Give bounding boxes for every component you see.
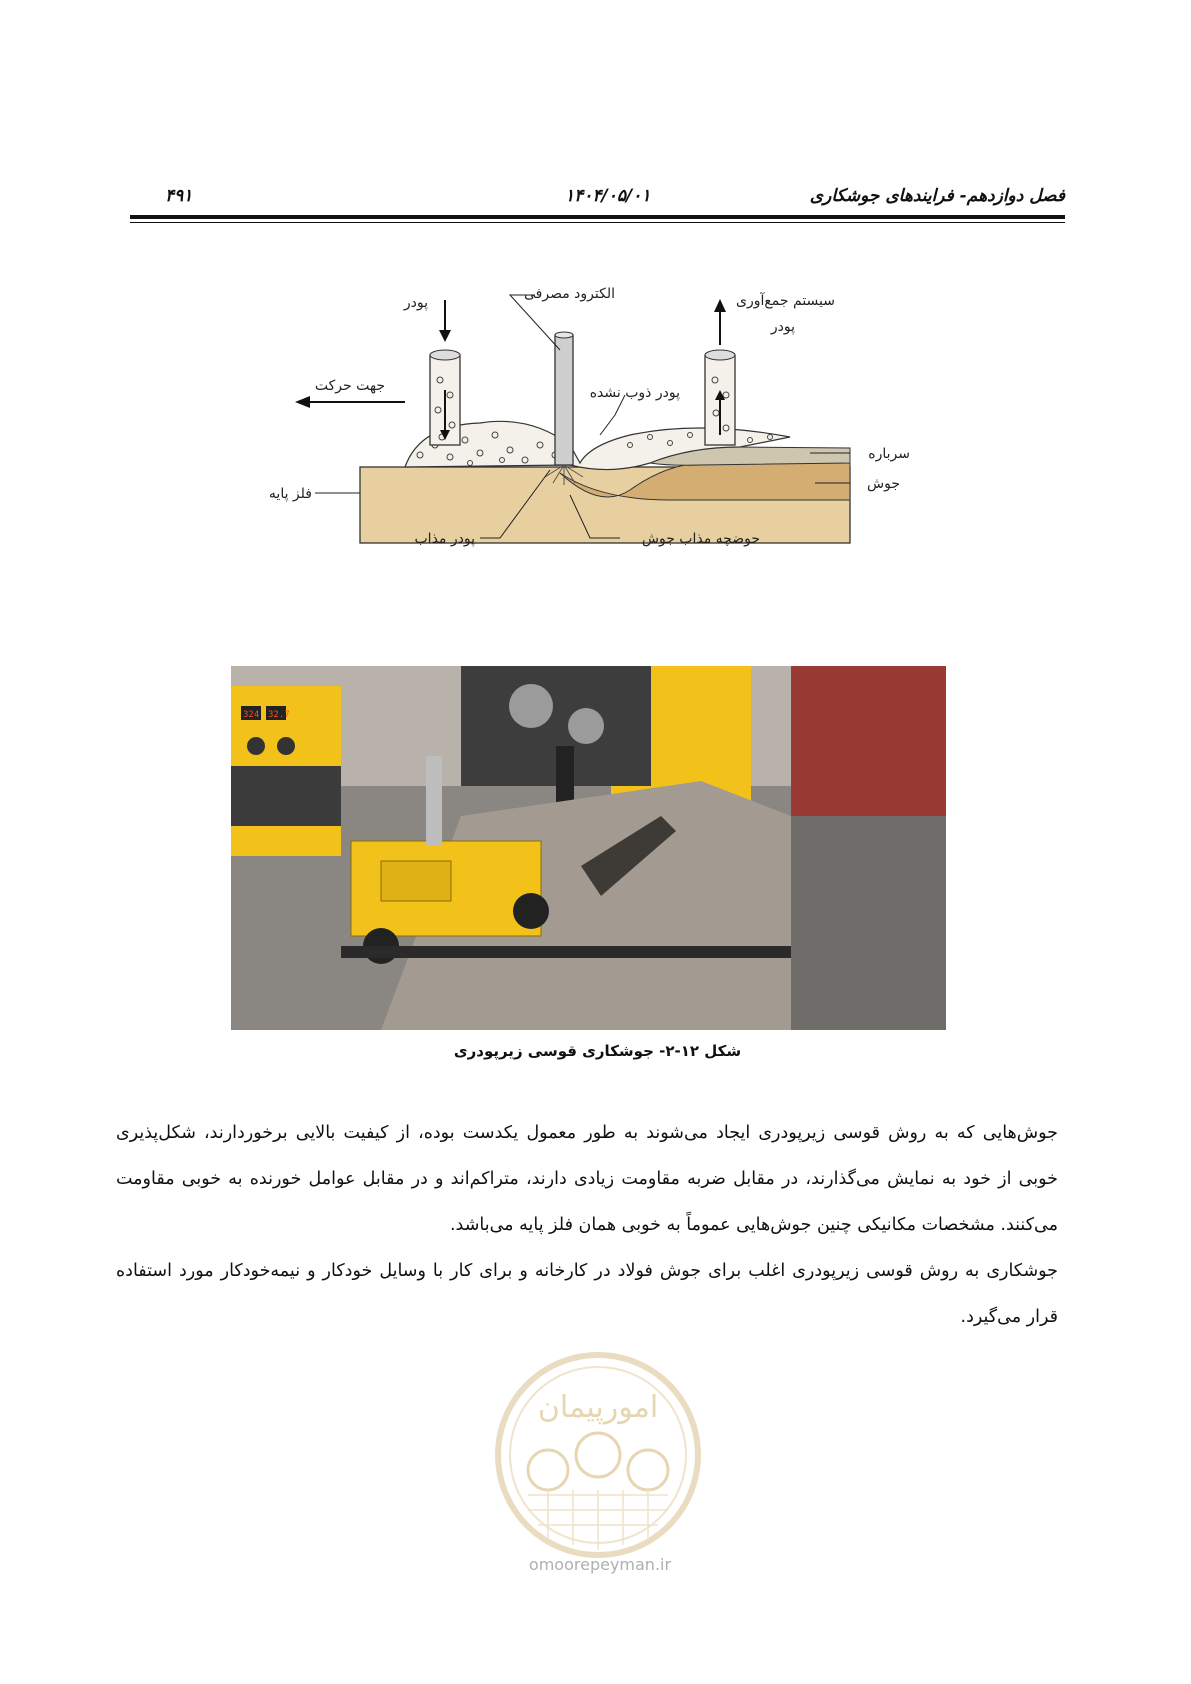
label-collection-1: سیستم جمع‌آوری xyxy=(735,293,835,309)
display-1: 324 xyxy=(243,710,260,720)
electrode xyxy=(555,335,573,465)
label-unmelted-flux: پودر ذوب نشده xyxy=(589,385,680,401)
saw-process-diagram xyxy=(268,286,930,595)
header-rule-thick xyxy=(130,215,1065,219)
page-header xyxy=(130,186,1065,214)
saw-machine-photo xyxy=(231,666,946,1030)
watermark-logo-text: امورپیمان xyxy=(537,1390,659,1425)
label-weld-pool: حوضچه مذاب جوش xyxy=(641,531,760,547)
watermark-logo xyxy=(488,1345,708,1565)
paragraph-2: جوشکاری به روش قوسی زیرپودری اغلب برای جوش فولاد در کارخانه و برای کار با وسایل خودکار و نیمه‌خودکار مورد استفاده قرار می‌گیرد. xyxy=(116,1261,1058,1327)
page-number: ۴۹۱ xyxy=(165,186,193,206)
display-2: 32.7 xyxy=(268,710,290,720)
watermark-url: omoorepeyman.ir xyxy=(528,1555,672,1574)
label-direction: جهت حرکت xyxy=(314,378,385,394)
header-date: ۱۴۰۴/۰۵/۰۱ xyxy=(565,186,651,206)
label-electrode: الکترود مصرفی xyxy=(523,286,615,302)
label-slag: سرباره xyxy=(868,446,910,462)
figure-caption: شکل ۱۲-۲- جوشکاری قوسی زیرپودری xyxy=(453,1042,742,1060)
paragraph-1: جوش‌هایی که به روش قوسی زیرپودری ایجاد می‌شوند به طور معمول یکدست بوده، از کیفیت بالایی برخوردارند، شکل‌پذیری خوبی از خود به نمایش می‌گذارند، در مقابل ضربه مقاومت زیادی دارند، متراکم‌اند و در مقابل عوامل خورنده به خوبی مقاومت می‌کنند. مشخصات مکانیکی چنین جوش‌هایی عموماً به خوبی همان فلز پایه می‌باشد. xyxy=(116,1123,1058,1235)
body-text xyxy=(116,1110,1058,1340)
label-collection-2: پودر xyxy=(770,319,795,335)
flex-hose xyxy=(426,756,442,846)
label-molten-flux: پودر مذاب xyxy=(414,531,475,547)
header-rule-thin xyxy=(130,222,1065,223)
chapter-title: فصل دوازدهم- فرایندهای جوشکاری xyxy=(809,186,1065,206)
label-base-metal: فلز پایه xyxy=(268,486,312,502)
label-flux-in: پودر xyxy=(403,295,428,311)
label-weld: جوش xyxy=(867,476,900,492)
